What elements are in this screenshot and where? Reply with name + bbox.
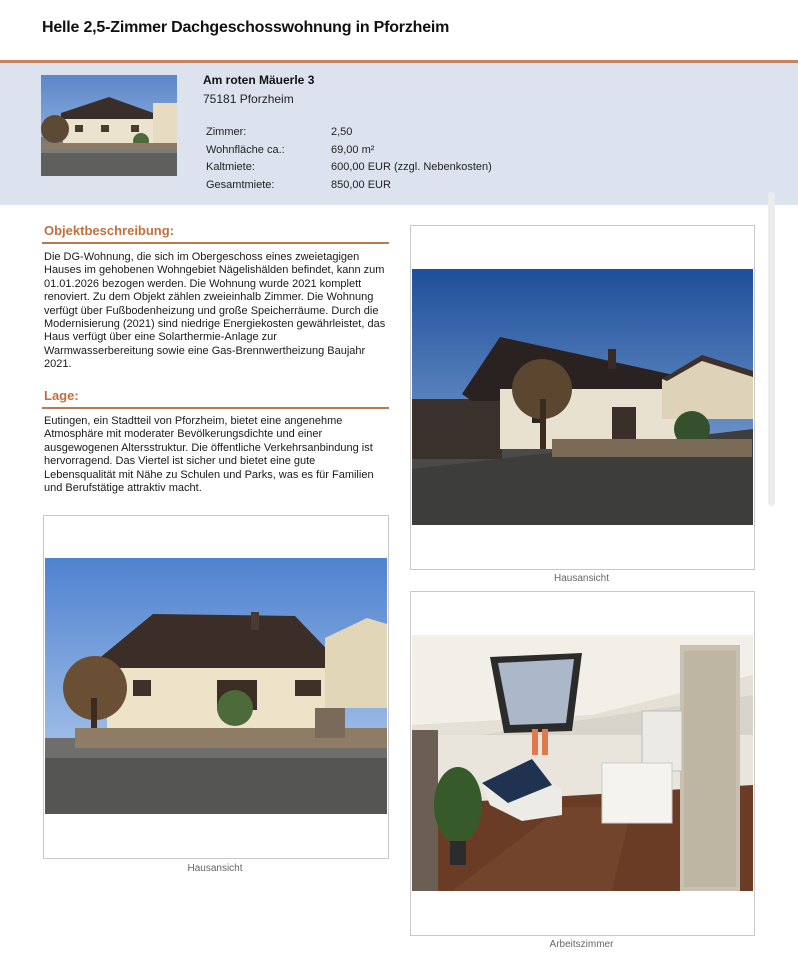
address-city: 75181 Pforzheim — [203, 92, 294, 106]
thumbnail-house-photo[interactable] — [41, 75, 177, 176]
photo-caption: Arbeitszimmer — [549, 939, 614, 950]
description-divider — [42, 242, 389, 244]
fact-label: Gesamtmiete: — [206, 178, 275, 191]
location-text: Eutingen, ein Stadtteil von Pforzheim, bietet eine angenehme Atmosphäre mit moderater Bevölkerungsdichte und einer ausgewogenen Altersstruktur. Die öffentliche Verkehrsanbindung ist hervorragend. Das Viertel ist sicher und bietet eine gute Lebensqualität mit Nähe zu Schulen und Parks, was es für Familien und Berufstätige attraktiv macht. — [44, 415, 374, 495]
photo-caption: Hausansicht — [553, 573, 610, 584]
description-heading: Objektbeschreibung: — [44, 223, 175, 238]
photo-card-house-side[interactable] — [410, 225, 755, 570]
fact-label: Wohnfläche ca.: — [206, 143, 285, 156]
photo-card-study-room[interactable] — [410, 591, 755, 936]
fact-value: 2,50 — [331, 126, 353, 138]
fact-label: Zimmer: — [206, 126, 247, 138]
house-side-photo — [412, 269, 753, 525]
address-street: Am roten Mäuerle 3 — [203, 73, 315, 87]
photo-card-house-front[interactable] — [43, 515, 389, 859]
listing-summary — [0, 63, 798, 205]
page-title: Helle 2,5-Zimmer Dachgeschosswohnung in Pforzheim — [42, 19, 450, 36]
study-room-photo — [412, 635, 753, 891]
page-header — [0, 0, 798, 60]
fact-value: 69,00 m² — [331, 143, 375, 156]
photo-caption: Hausansicht — [187, 863, 243, 874]
fact-value: 850,00 EUR — [331, 178, 391, 191]
fact-label: Kaltmiete: — [206, 161, 255, 173]
description-text: Die DG-Wohnung, die sich im Obergeschoss eines zweietagigen Hauses im gehobenen Wohngebiet Nägelishälden befindet, kann zum 01.01.2026 bezogen werden. Die Wohnung wurde 2021 komplett renoviert. Zu dem Objekt zählen zweieinhalb Zimmer. Die Wohnung verfügt über Fußbodenheizung und große Speicherräume. Durch die Modernisierung (2021) sind niedrige Energiekosten gewährleistet, das Haus verfügt über eine Solarthermie-Anlage zur Warmwasserbereitung sowie eine Gas-Brennwertheizung Baujahr 2021. — [44, 251, 386, 371]
house-front-photo — [45, 558, 387, 814]
location-divider — [42, 407, 389, 409]
scrollbar[interactable] — [768, 192, 775, 506]
location-heading: Lage: — [44, 388, 79, 403]
fact-value: 600,00 EUR (zzgl. Nebenkosten) — [331, 161, 492, 173]
